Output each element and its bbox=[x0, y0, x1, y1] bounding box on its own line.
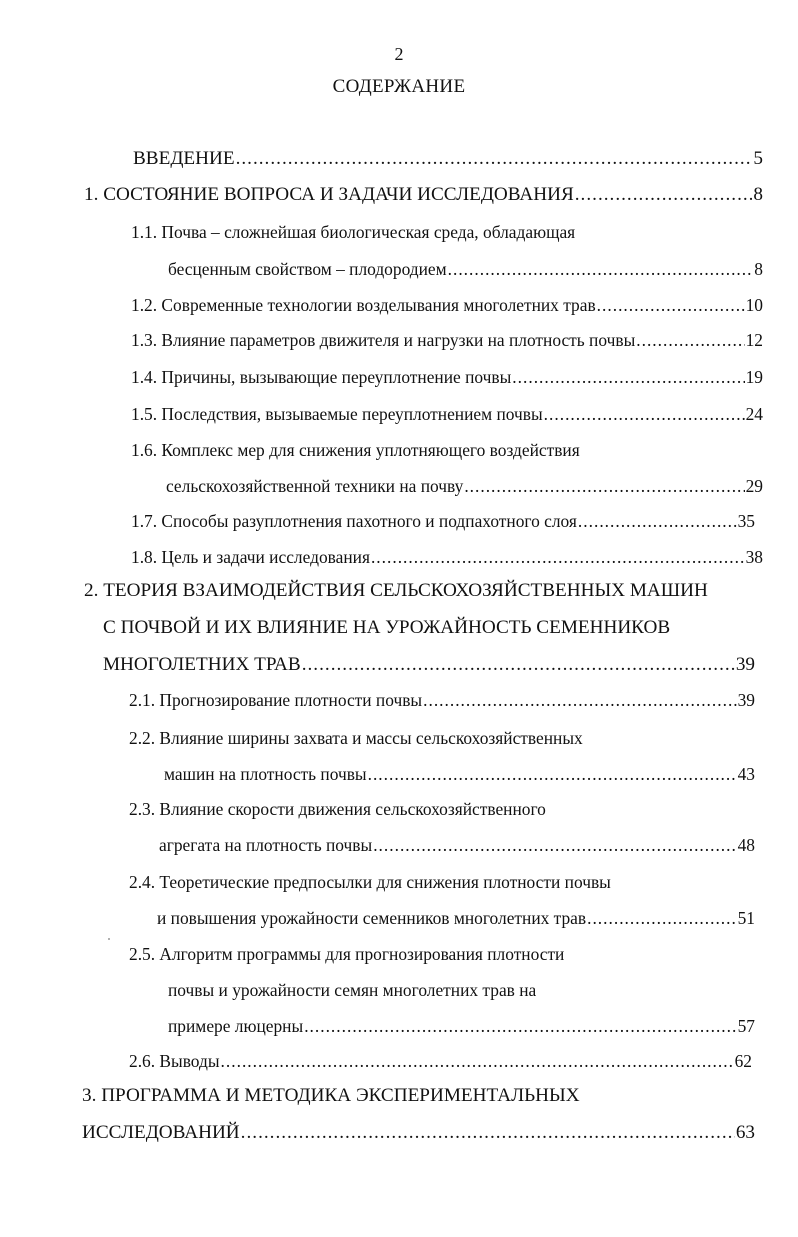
toc-entry-chapter-3 bbox=[82, 1083, 580, 1109]
toc-entry-text: 1.5. Последствия, вызываемые переуплотнением почвы bbox=[131, 404, 543, 424]
toc-page-number: 24 bbox=[745, 404, 763, 424]
toc-entry-text: почвы и урожайности семян многолетних трав на bbox=[168, 980, 537, 1000]
toc-entry-1-2 bbox=[131, 292, 763, 318]
toc-entry-2-5 bbox=[129, 941, 564, 967]
toc-entry-text: 2. ТЕОРИЯ ВЗАИМОДЕЙСТВИЯ СЕЛЬСКОХОЗЯЙСТВЕННЫХ МАШИН bbox=[84, 580, 708, 601]
dot-leader bbox=[221, 1048, 734, 1074]
dot-leader bbox=[512, 364, 744, 390]
toc-page-number: 62 bbox=[734, 1051, 752, 1071]
toc-entry-2-5-cont bbox=[168, 977, 536, 1003]
dot-leader bbox=[371, 544, 745, 570]
toc-page-number: 63 bbox=[735, 1122, 755, 1143]
toc-entry-text: 1. СОСТОЯНИЕ ВОПРОСА И ЗАДАЧИ ИССЛЕДОВАНИЯ bbox=[84, 184, 574, 205]
page-title: СОДЕРЖАНИЕ bbox=[332, 76, 466, 97]
dot-leader bbox=[241, 1120, 735, 1146]
dot-leader bbox=[587, 905, 737, 931]
dot-leader bbox=[304, 1013, 736, 1039]
toc-entry-text: примере люцерны bbox=[168, 1016, 304, 1036]
toc-page-number: 48 bbox=[737, 835, 755, 855]
toc-entry-text: бесценным свойством – плодородием bbox=[168, 259, 447, 279]
toc-entry-text: 1.2. Современные технологии возделывания многолетних трав bbox=[131, 295, 596, 315]
toc-entry-1-6 bbox=[131, 437, 580, 463]
toc-entry-text: сельскохозяйственной техники на почву bbox=[166, 476, 464, 496]
toc-entry-text: 1.4. Причины, вызывающие переуплотнение почвы bbox=[131, 367, 512, 387]
toc-entry-text: 3. ПРОГРАММА И МЕТОДИКА ЭКСПЕРИМЕНТАЛЬНЫХ bbox=[82, 1085, 580, 1106]
toc-entry-1-1-cont bbox=[168, 256, 763, 282]
toc-entry-text: и повышения урожайности семенников многолетних трав bbox=[157, 908, 587, 928]
dot-leader bbox=[448, 256, 754, 282]
dot-leader bbox=[578, 508, 737, 534]
toc-entry-2-2 bbox=[129, 725, 583, 751]
dot-leader bbox=[575, 182, 753, 208]
toc-entry-1-3 bbox=[131, 327, 763, 353]
toc-entry-text: 2.4. Теоретические предпосылки для снижения плотности почвы bbox=[129, 872, 611, 892]
toc-page-number: 29 bbox=[745, 476, 763, 496]
dot-leader bbox=[597, 292, 745, 318]
toc-entry-text: 2.6. Выводы bbox=[129, 1051, 220, 1071]
toc-entry-chapter-3-end bbox=[82, 1120, 755, 1146]
page-number: 2 bbox=[394, 44, 404, 64]
toc-entry-text: 1.6. Комплекс мер для снижения уплотняющего воздействия bbox=[131, 440, 580, 460]
toc-page-number: 35 bbox=[737, 511, 755, 531]
dot-leader bbox=[373, 832, 736, 858]
toc-entry-text: 2.3. Влияние скорости движения сельскохозяйственного bbox=[129, 799, 546, 819]
toc-entry-1-8 bbox=[131, 544, 763, 570]
toc-entry-2-2-cont bbox=[164, 761, 755, 787]
toc-entry-text: 1.8. Цель и задачи исследования bbox=[131, 547, 370, 567]
toc-entry-text: 2.2. Влияние ширины захвата и массы сельскохозяйственных bbox=[129, 728, 583, 748]
toc-page-number: 8 bbox=[754, 259, 763, 279]
toc-entry-chapter-1 bbox=[84, 182, 763, 208]
toc-entry-1-6-cont bbox=[166, 473, 763, 499]
toc-entry-chapter-2 bbox=[84, 578, 708, 604]
toc-page-number: 39 bbox=[735, 654, 755, 675]
toc-entry-text: машин на плотность почвы bbox=[164, 764, 367, 784]
toc-page-number: 10 bbox=[745, 295, 763, 315]
toc-entry-1-5 bbox=[131, 401, 763, 427]
toc-entry-text: С ПОЧВОЙ И ИХ ВЛИЯНИЕ НА УРОЖАЙНОСТЬ СЕМЕННИКОВ bbox=[103, 617, 671, 638]
dot-leader bbox=[423, 687, 736, 713]
toc-entry-2-3-cont bbox=[159, 832, 755, 858]
toc-page-number: 12 bbox=[745, 330, 763, 350]
toc-entry-1-7 bbox=[131, 508, 755, 534]
dot-leader bbox=[544, 401, 745, 427]
toc-page-number: 57 bbox=[737, 1016, 755, 1036]
toc-page-number: 51 bbox=[737, 908, 755, 928]
toc-entry-text: 2.1. Прогнозирование плотности почвы bbox=[129, 690, 423, 710]
toc-entry-text: агрегата на плотность почвы bbox=[159, 835, 373, 855]
toc-entry-text: 1.3. Влияние параметров движителя и нагрузки на плотность почвы bbox=[131, 330, 636, 350]
toc-page-number: 8 bbox=[753, 184, 763, 205]
toc-page-number: 5 bbox=[753, 148, 763, 169]
toc-entry-text: МНОГОЛЕТНИХ ТРАВ bbox=[103, 654, 301, 675]
dot-leader bbox=[368, 761, 737, 787]
toc-entry-text: 1.1. Почва – сложнейшая биологическая среда, обладающая bbox=[131, 222, 576, 242]
toc-entry-2-3 bbox=[129, 796, 546, 822]
toc-entry-chapter-2-end bbox=[103, 652, 755, 678]
toc-entry-2-6 bbox=[129, 1048, 752, 1074]
dot-leader bbox=[464, 473, 744, 499]
dot-leader bbox=[636, 327, 744, 353]
toc-entry-text: 2.5. Алгоритм программы для прогнозирования плотности bbox=[129, 944, 565, 964]
toc-page-number: 38 bbox=[745, 547, 763, 567]
toc-entry-chapter-2-cont bbox=[103, 615, 670, 641]
toc-page-number: 43 bbox=[737, 764, 755, 784]
toc-entry-1-4 bbox=[131, 364, 763, 390]
toc-entry-2-1 bbox=[129, 687, 755, 713]
toc-entry-text: ИССЛЕДОВАНИЙ bbox=[82, 1122, 240, 1143]
toc-entry-1-1 bbox=[131, 219, 575, 245]
toc-entry-2-5-end bbox=[168, 1013, 755, 1039]
toc-entry-introduction bbox=[133, 146, 763, 172]
dot-leader bbox=[302, 652, 735, 678]
toc-entry-2-4-cont bbox=[157, 905, 755, 931]
toc-page-number: 19 bbox=[745, 367, 763, 387]
toc-entry-2-4 bbox=[129, 869, 611, 895]
toc-entry-text: ВВЕДЕНИЕ bbox=[133, 148, 235, 169]
scan-speck bbox=[108, 938, 110, 940]
dot-leader bbox=[236, 146, 753, 172]
toc-page-number: 39 bbox=[737, 690, 755, 710]
toc-entry-text: 1.7. Способы разуплотнения пахотного и подпахотного слоя bbox=[131, 511, 577, 531]
